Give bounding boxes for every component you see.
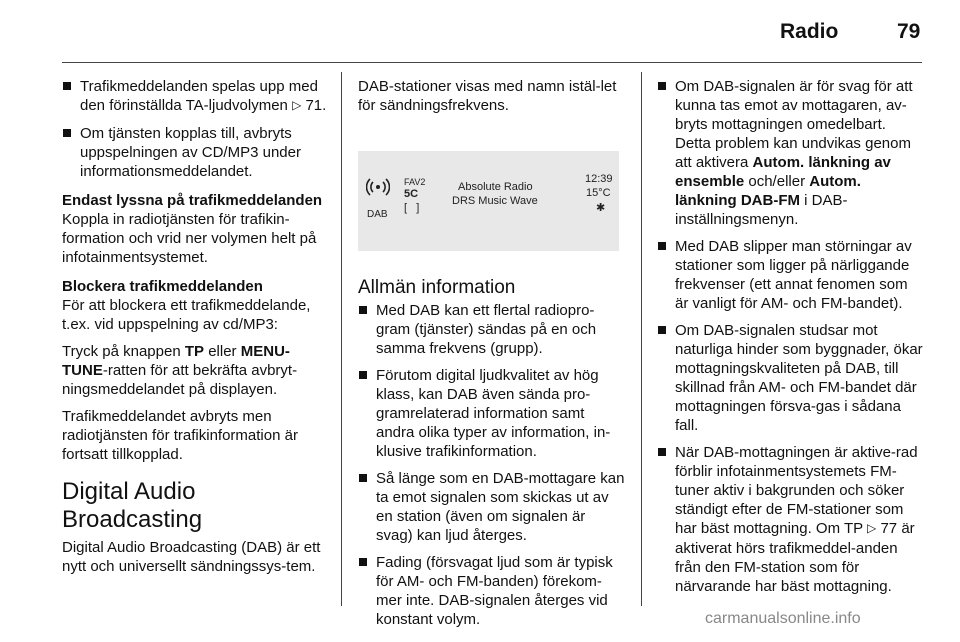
section-heading: Allmän information bbox=[358, 277, 516, 298]
cross-reference-link[interactable]: 71. bbox=[305, 97, 327, 114]
temperature: 15°C bbox=[586, 187, 611, 199]
column-divider-1 bbox=[341, 72, 342, 606]
paragraph: Digital Audio Broadcasting (DAB) är ett nytt och universellt sändningssys-tem. bbox=[62, 539, 321, 575]
bullet-icon bbox=[658, 82, 666, 90]
column-2 bbox=[358, 77, 626, 637]
clock: 12:39 bbox=[585, 173, 613, 185]
list-item: Om tjänsten kopplas till, avbryts uppspelningen av CD/MP3 under informationsmeddelandet. bbox=[62, 124, 330, 181]
bullet-icon bbox=[63, 82, 71, 90]
dab-display-screenshot bbox=[358, 151, 619, 251]
paragraph: För att blockera ett trafikmeddelande, t.ex. vid uppspelning av cd/MP3: bbox=[62, 297, 311, 333]
section-heading: Digital Audio Broadcasting bbox=[62, 478, 203, 533]
bullet-icon bbox=[359, 306, 367, 314]
subheading: Endast lyssna på trafikmeddelanden bbox=[62, 192, 323, 209]
bullet-icon bbox=[63, 129, 71, 137]
subheading: Blockera trafikmeddelanden bbox=[62, 278, 263, 295]
page-number: 79 bbox=[897, 20, 921, 43]
cross-reference-arrow-icon: ▷ bbox=[292, 98, 302, 112]
bullet-icon bbox=[359, 371, 367, 379]
column-1 bbox=[62, 77, 330, 584]
channel-label: 5C bbox=[404, 188, 419, 200]
cross-reference-link[interactable]: 77 bbox=[880, 520, 898, 537]
list-item: Om DAB-signalen studsar mot naturliga hinder som byggnader, ökar mottagningskvaliteten på DAB, till skillnad från AM- och FM-bandet där mottagningen försva-gas i sådana fall. bbox=[657, 321, 925, 435]
list-item: Om DAB-signalen är för svag för att kunna tas emot av mottagaren, av-bryts mottagningen omedelbart. Detta problem kan undvikas genom att aktivera Autom. länkning av ensemble och/eller Autom. länkning DAB-FM i DAB-inställningsmenyn. bbox=[657, 77, 925, 229]
program-name: DRS Music Wave bbox=[452, 195, 538, 207]
column-3 bbox=[657, 77, 925, 604]
bullet-icon bbox=[658, 242, 666, 250]
list-item: När DAB-mottagningen är aktive-rad förblir infotainmentsystemets FM-tuner aktiv i bakgrunden och söker ständigt efter de FM-stationer som har bäst mottagning. Om TP ▷ 77 är aktiverat hörs trafikmeddel-anden från den FM-station som för närvarande har bäst mottagning. bbox=[657, 443, 925, 596]
header-rule bbox=[62, 62, 922, 63]
signal-icon bbox=[366, 175, 390, 199]
paragraph: Tryck på knappen TP eller MENU-TUNE-ratten för att bekräfta avbryt-ningsmeddelandet på displayen. bbox=[62, 343, 298, 398]
list-item: Så länge som en DAB-mottagare kan ta emot signalen som skickas ut av en station (även om signalen är svag) kan ljud återges. bbox=[358, 469, 626, 545]
bullet-icon bbox=[359, 474, 367, 482]
bullet-icon bbox=[359, 558, 367, 566]
list-item: Med DAB slipper man störningar av stationer som ligger på närliggande frekvenser (ett annat fenomen som är vanligt för AM- och FM-bandet). bbox=[657, 237, 925, 313]
bullet-icon bbox=[658, 448, 666, 456]
paragraph: Koppla in radiotjänsten för trafikin-formation och vrid ner volymen helt på infotainmentsystemet. bbox=[62, 211, 317, 266]
list-item: Fading (försvagat ljud som är typisk för AM- och FM-banden) förekom-mer inte. DAB-signalen återges vid konstant volym. bbox=[358, 553, 626, 629]
brackets-label: [ ] bbox=[404, 202, 420, 214]
list-item: Med DAB kan ett flertal radiopro-gram (tjänster) sändas på en och samma frekvens (grupp). bbox=[358, 301, 626, 358]
column-divider-2 bbox=[641, 72, 642, 606]
paragraph: DAB-stationer visas med namn istäl-let för sändningsfrekvens. bbox=[358, 78, 617, 114]
watermark: carmanualsonline.info bbox=[705, 610, 861, 627]
list-item: Trafikmeddelanden spelas upp med den förinställda TA-ljudvolymen ▷ 71. bbox=[62, 77, 330, 116]
favorite-label: FAV2 bbox=[404, 177, 426, 187]
list-item: Förutom digital ljudkvalitet av hög klass, kan DAB även sända pro-gramrelaterad information samt andra olika typer av information, in-klusive trafikinformation. bbox=[358, 366, 626, 461]
dab-label: DAB bbox=[367, 209, 388, 220]
page-header-title: Radio bbox=[780, 20, 839, 43]
cross-reference-arrow-icon: ▷ bbox=[867, 521, 877, 535]
bullet-icon bbox=[658, 326, 666, 334]
paragraph: Trafikmeddelandet avbryts men radiotjänsten för trafikinformation är fortsatt tillkopplad. bbox=[62, 408, 298, 463]
bluetooth-icon: ✱ bbox=[596, 202, 606, 214]
station-name: Absolute Radio bbox=[458, 181, 533, 193]
